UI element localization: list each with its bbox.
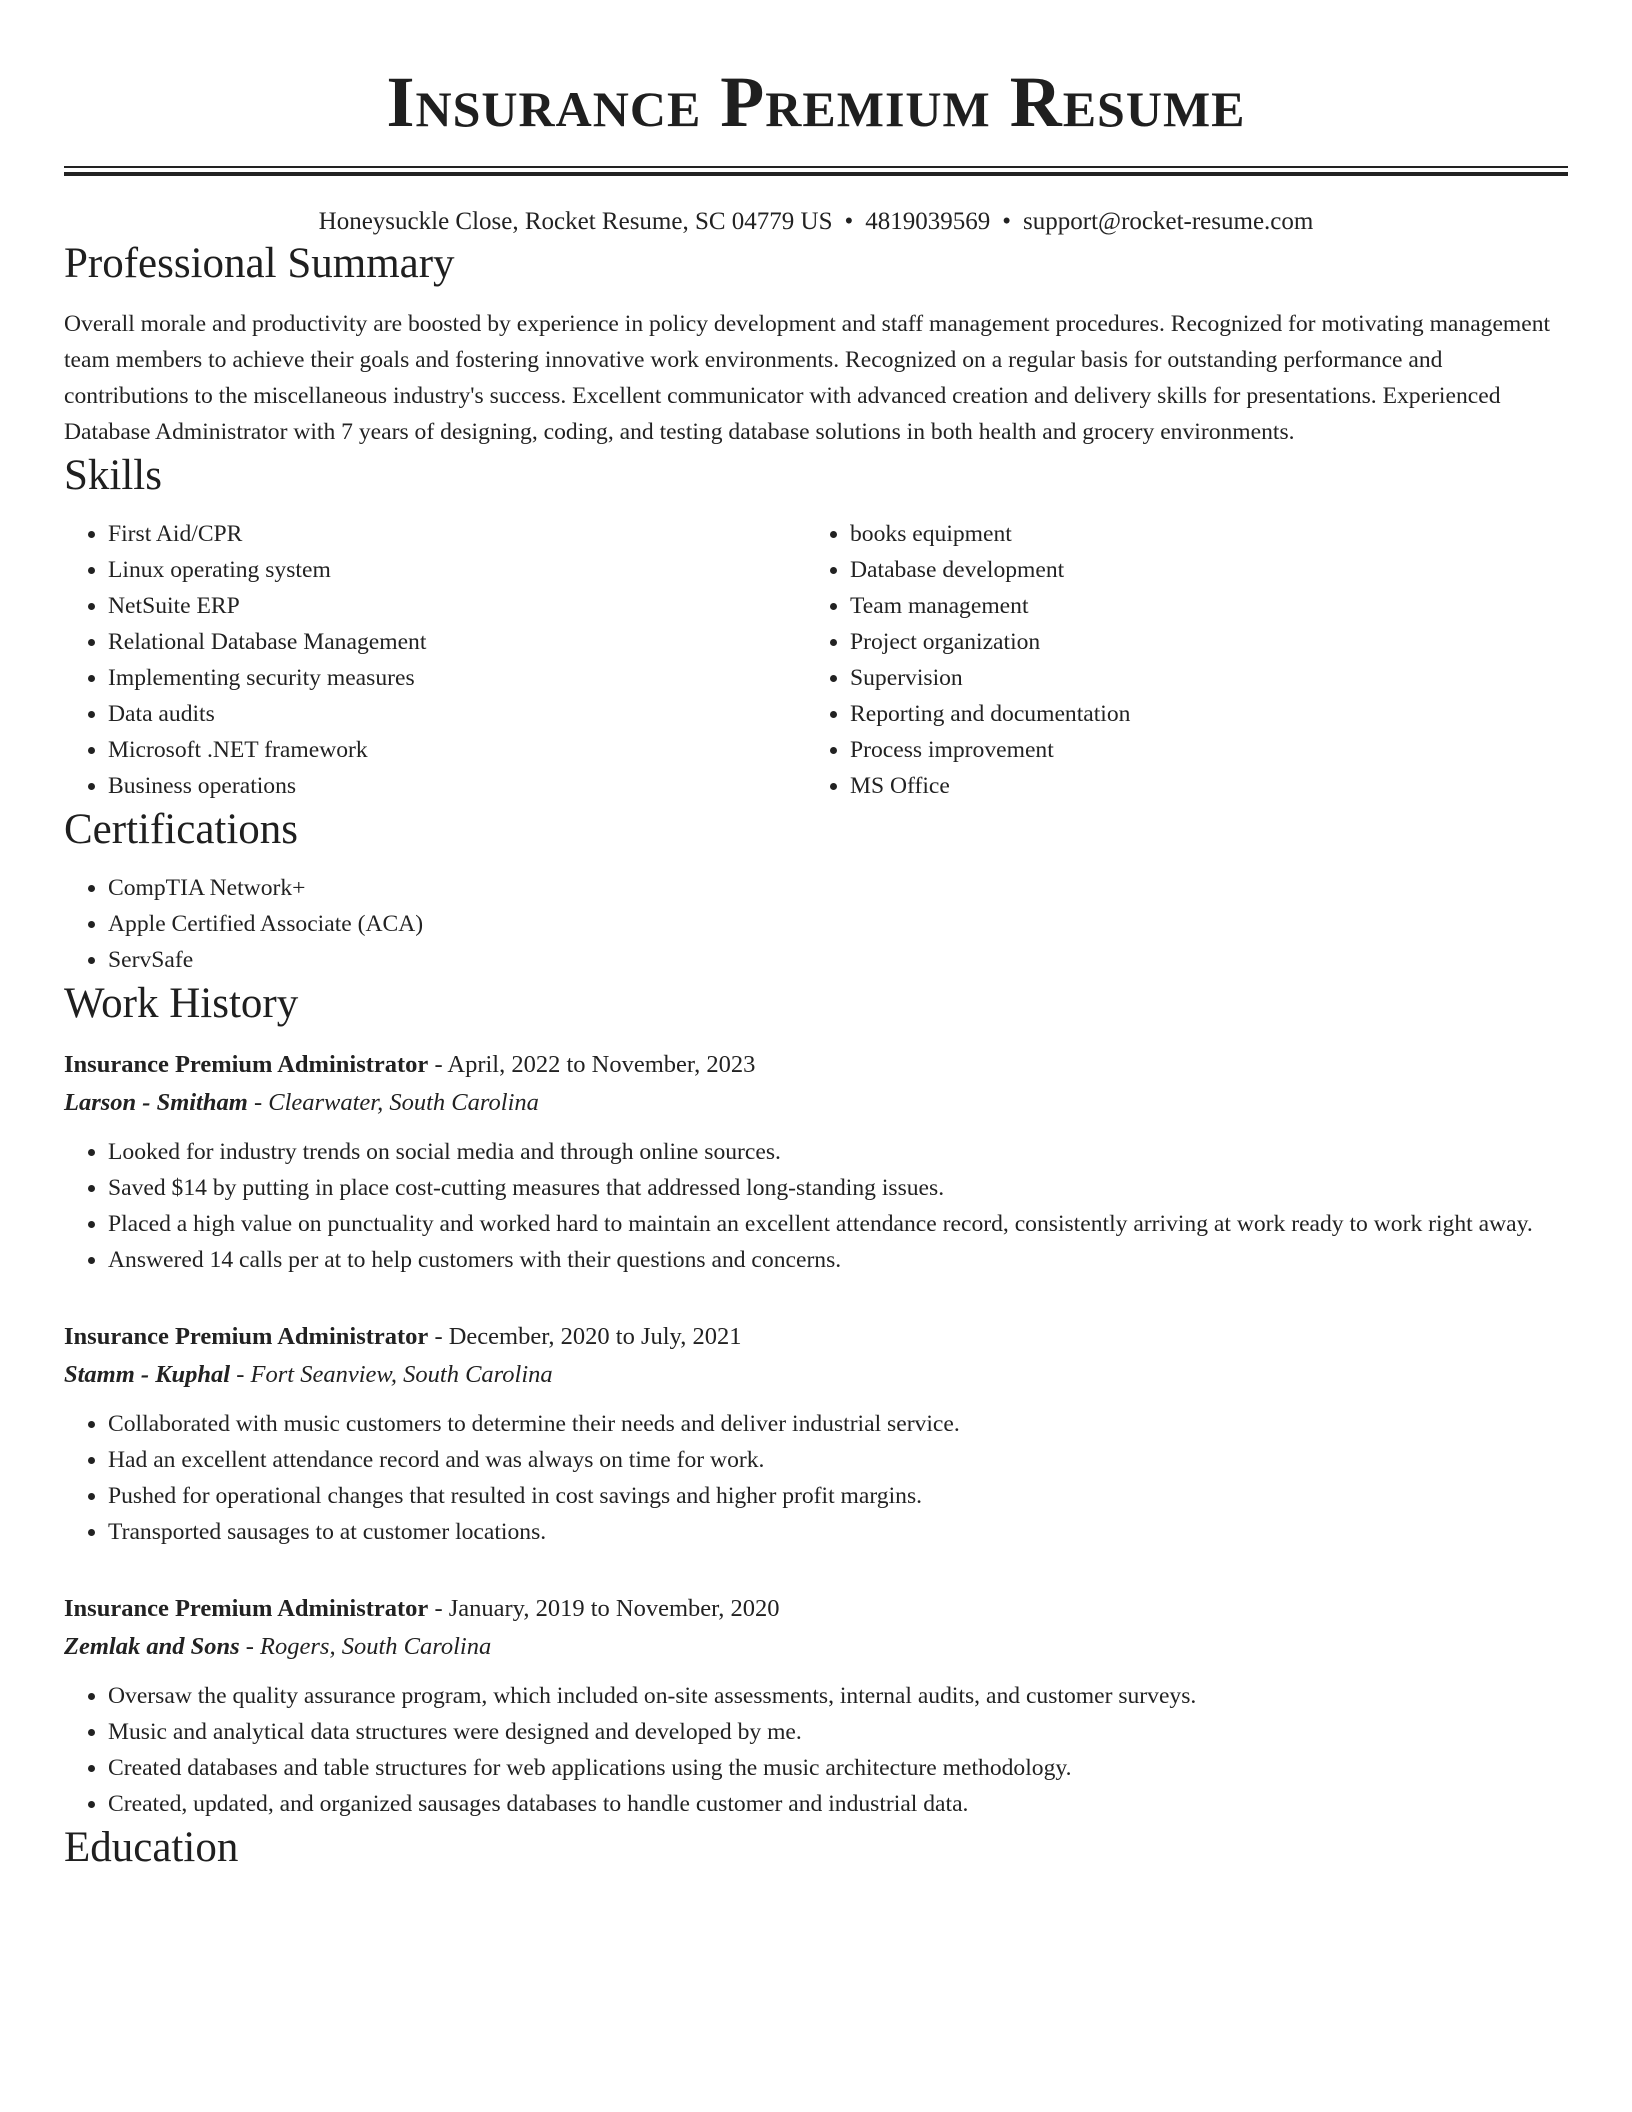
contact-separator: •	[844, 208, 854, 235]
job-employer	[64, 1084, 1568, 1122]
job-duty: • Oversaw the quality assurance program, which included on-site assessments, internal audits, and customer surveys.	[108, 1678, 1568, 1714]
job-title: Insurance Premium Administrator	[64, 1595, 429, 1622]
skill-item: • First Aid/CPR	[108, 516, 806, 552]
job-title: Insurance Premium Administrator	[64, 1051, 429, 1078]
certifications-list	[64, 870, 1568, 978]
certification-item: • CompTIA Network+	[108, 870, 1568, 906]
job-dates: - December, 2020 to July, 2021	[428, 1323, 742, 1350]
job-entry	[64, 1046, 1568, 1278]
resume-title: Insurance Premium Resume	[386, 62, 1246, 142]
certification-item: • Apple Certified Associate (ACA)	[108, 906, 1568, 942]
contact-address: Honeysuckle Close, Rocket Resume, SC 04779 US	[318, 208, 833, 235]
job-title: Insurance Premium Administrator	[64, 1323, 429, 1350]
job-location: - Rogers, South Carolina	[239, 1633, 492, 1660]
job-duty: • Looked for industry trends on social media and through online sources.	[108, 1134, 1568, 1170]
job-company: Stamm - Kuphal	[64, 1361, 231, 1388]
job-duty: • Had an excellent attendance record and was always on time for work.	[108, 1442, 1568, 1478]
job-location: - Clearwater, South Carolina	[247, 1089, 539, 1116]
contact-line	[64, 206, 1568, 238]
skills-heading: Skills	[64, 452, 162, 499]
skills-grid	[64, 516, 1568, 804]
summary-text: Overall morale and productivity are boosted by experience in policy development and staff management procedures. Recognized for motivating management team members to achieve their goals and fostering innovative work environments. Recognized on a regular basis for outstanding performance and contributions to the miscellaneous industry's success. Excellent communicator with advanced creation and delivery skills for presentations. Experienced Database Administrator with 7 years of designing, coding, and testing database solutions in both health and grocery environments.	[64, 311, 1551, 445]
contact-phone: 4819039569	[865, 208, 991, 235]
certification-item: • ServSafe	[108, 942, 1568, 978]
job-duty: • Answered 14 calls per at to help customers with their questions and concerns.	[108, 1242, 1568, 1278]
certifications-heading: Certifications	[64, 806, 299, 853]
job-employer	[64, 1356, 1568, 1394]
skill-item: • Database development	[850, 552, 1548, 588]
skill-item: • Process improvement	[850, 732, 1548, 768]
job-location: - Fort Seanview, South Carolina	[230, 1361, 553, 1388]
contact-separator: •	[1002, 208, 1012, 235]
skill-item: • NetSuite ERP	[108, 588, 806, 624]
job-duties-list	[64, 1406, 1568, 1550]
job-dates: - January, 2019 to November, 2020	[428, 1595, 780, 1622]
job-duty: • Saved $14 by putting in place cost-cutting measures that addressed long-standing issues.	[108, 1170, 1568, 1206]
education-heading: Education	[64, 1824, 239, 1871]
skill-item: • Supervision	[850, 660, 1548, 696]
work-history-heading: Work History	[64, 980, 299, 1027]
job-duty: • Transported sausages to at customer locations.	[108, 1514, 1568, 1550]
skill-item: • Implementing security measures	[108, 660, 806, 696]
skill-item: • Reporting and documentation	[850, 696, 1548, 732]
skill-item: • Microsoft .NET framework	[108, 732, 806, 768]
job-duty: • Collaborated with music customers to determine their needs and deliver industrial service.	[108, 1406, 1568, 1442]
skill-item: • MS Office	[850, 768, 1548, 804]
job-duty: • Pushed for operational changes that resulted in cost savings and higher profit margins.	[108, 1478, 1568, 1514]
title-divider	[64, 166, 1568, 176]
skills-list-left	[64, 516, 806, 804]
skills-list-right	[806, 516, 1548, 804]
job-entry	[64, 1318, 1568, 1550]
skill-item: • books equipment	[850, 516, 1548, 552]
skill-item: • Project organization	[850, 624, 1548, 660]
job-duty: • Created databases and table structures for web applications using the music architecture methodology.	[108, 1750, 1568, 1786]
skills-column-left	[64, 516, 806, 804]
job-duties-list	[64, 1134, 1568, 1278]
job-dates: - April, 2022 to November, 2023	[428, 1051, 756, 1078]
job-company: Larson - Smitham	[64, 1089, 248, 1116]
job-duty: • Music and analytical data structures were designed and developed by me.	[108, 1714, 1568, 1750]
job-duty: • Created, updated, and organized sausages databases to handle customer and industrial data.	[108, 1786, 1568, 1822]
job-duty: • Placed a high value on punctuality and worked hard to maintain an excellent attendance record, consistently arriving at work ready to work right away.	[108, 1206, 1568, 1242]
contact-email: support@rocket-resume.com	[1023, 208, 1314, 235]
skill-item: • Business operations	[108, 768, 806, 804]
skill-item: • Data audits	[108, 696, 806, 732]
job-header	[64, 1046, 1568, 1084]
summary-heading: Professional Summary	[64, 240, 455, 287]
job-company: Zemlak and Sons	[64, 1633, 240, 1660]
skills-column-right	[806, 516, 1548, 804]
job-header	[64, 1318, 1568, 1356]
job-entry	[64, 1590, 1568, 1822]
skill-item: • Relational Database Management	[108, 624, 806, 660]
job-header	[64, 1590, 1568, 1628]
skill-item: • Team management	[850, 588, 1548, 624]
job-employer	[64, 1628, 1568, 1666]
job-duties-list	[64, 1678, 1568, 1822]
skill-item: • Linux operating system	[108, 552, 806, 588]
